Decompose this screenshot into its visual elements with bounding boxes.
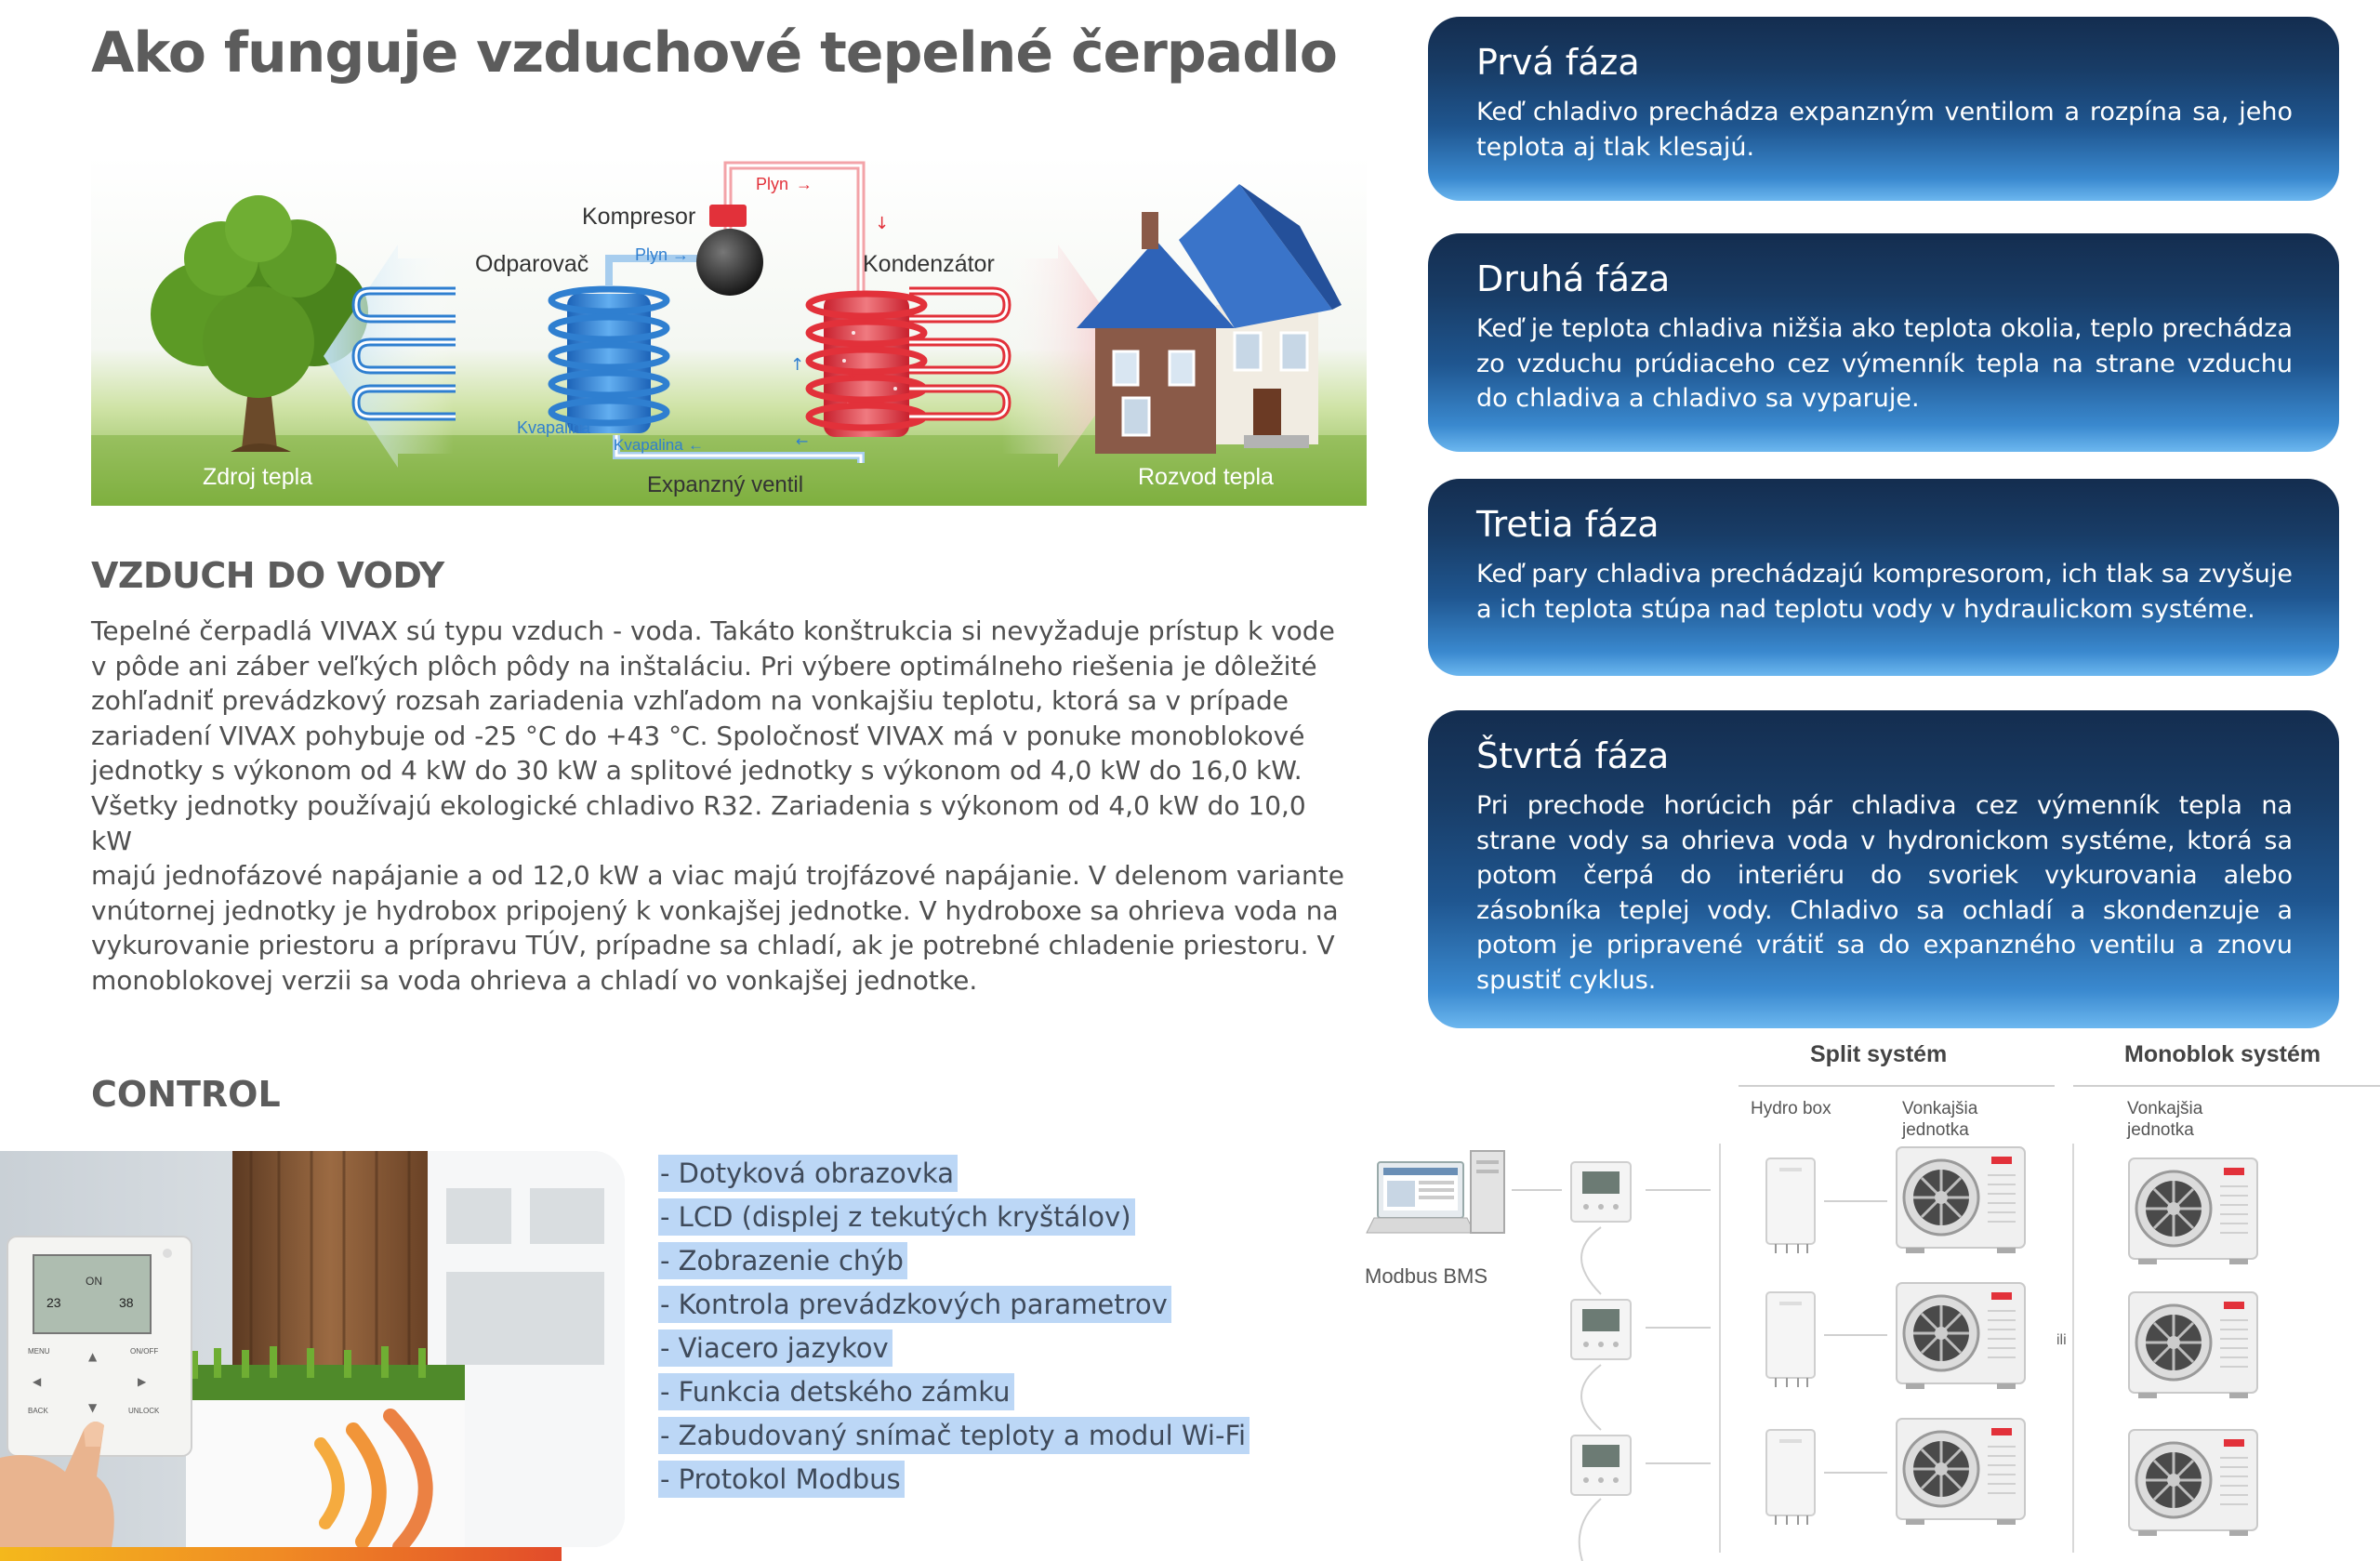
- kvapalina-1-label: Kvapalina: [517, 418, 591, 437]
- section-title: VZDUCH DO VODY: [91, 555, 444, 596]
- plyn-left-label: Plyn: [635, 245, 668, 264]
- body-line: zohľadniť prevádzkový rozsah zariadenia vzhľadom na vonkajšiu teplotu, ktorá sa v prípade: [91, 685, 1289, 717]
- control-title: CONTROL: [91, 1074, 281, 1115]
- section-body: [91, 614, 1348, 999]
- control-photo: [0, 1151, 625, 1547]
- feature-item: - Funkcia detského zámku: [658, 1373, 1250, 1417]
- svg-text:↓: ↓: [846, 365, 859, 383]
- feature-item: - Protokol Modbus: [658, 1461, 1250, 1504]
- body-line: zariadení VIVAX pohybuje od -25 °C do +43 °C. Spoločnosť VIVAX má v ponuke monoblokové: [91, 720, 1305, 751]
- svg-text:→: →: [796, 175, 813, 193]
- body-line: majú jednofázové napájanie a od 12,0 kW a viac majú trojfázové napájanie. V delenom variante: [91, 860, 1345, 892]
- panel-menu-label: MENU: [28, 1347, 50, 1356]
- modbus-bms-label: Modbus BMS: [1365, 1264, 1488, 1288]
- phase-card-2: [1428, 233, 2339, 452]
- svg-text:←: ←: [796, 432, 809, 450]
- svg-text:◀: ◀: [33, 1375, 42, 1388]
- svg-text:←: ←: [688, 436, 704, 454]
- phase-title: Štvrtá fáza: [1476, 735, 1670, 776]
- panel-onoff-label: ON/OFF: [130, 1347, 159, 1356]
- svg-text:▲: ▲: [88, 1350, 98, 1363]
- plyn-top-label: Plyn: [756, 175, 789, 193]
- heat-pump-diagram: [91, 156, 1367, 506]
- panel-temp-1: 23: [46, 1295, 61, 1310]
- feature-item: - Zabudovaný snímač teploty a modul Wi-Fi: [658, 1417, 1250, 1461]
- vonkajsia-label-2: Vonkajšia: [2127, 1099, 2203, 1118]
- body-line: jednotky s výkonom od 4 kW do 30 kW a splitové jednotky s výkonom od 4,0 kW do 16,0 kW.: [91, 755, 1302, 787]
- body-line: Tepelné čerpadlá VIVAX sú typu vzduch - voda. Takáto konštrukcia si nevyžaduje prístup k vode: [91, 615, 1335, 646]
- kompresor-label: Kompresor: [582, 204, 696, 230]
- ili-label: ili: [2056, 1332, 2067, 1348]
- panel-on-label: ON: [86, 1275, 102, 1288]
- phase-text: Keď je teplota chladiva nižšia ako teplota okolia, teplo prechádza zo vzduchu prúdiaceho cez výmenník tepla na strane vzduchu do chladiva a chladivo sa vyparuje.: [1476, 314, 2293, 413]
- expanzny-ventil-label: Expanzný ventil: [647, 472, 804, 497]
- phase-title: Tretia fáza: [1476, 504, 1659, 545]
- feature-item: - Dotyková obrazovka: [658, 1155, 1250, 1198]
- body-line: v pôde ani záber veľkých plôch pôdy na inštaláciu. Pri výbere optimálneho riešenia je dôležité: [91, 650, 1317, 681]
- body-line: Všetky jednotky používajú ekologické chladivo R32. Zariadenia s výkonom od 4,0 kW do 10,0 kW: [91, 789, 1306, 856]
- accent-bar: [0, 1547, 562, 1561]
- kvapalina-2-label: Kvapalina: [614, 436, 683, 454]
- odparovac-label: Odparovač: [475, 251, 589, 277]
- phase-text: Pri prechode horúcich pár chladiva cez výmenník tepla na strane vody sa ohrieva voda v hydronickom systéme, ktorá sa potom čerpá do interiéru do svoriek vykurovania alebo zásobníka teplej vody. Chladivo sa ochladí a skondenzuje a potom je pripravené vrátiť sa do expanzného ventilu a znovu spustiť cyklus.: [1476, 791, 2293, 995]
- feature-list: [658, 1155, 1250, 1504]
- svg-text:→: →: [672, 245, 689, 264]
- rozvod-tepla-label: Rozvod tepla: [1138, 464, 1274, 490]
- phase-card-1: [1428, 17, 2339, 201]
- system-diagram: [1339, 1023, 2380, 1561]
- feature-item: - LCD (displej z tekutých kryštálov): [658, 1198, 1250, 1242]
- body-line: monoblokovej verzii sa voda ohrieva a chladí vo vonkajšej jednotke.: [91, 964, 978, 996]
- panel-temp-2: 38: [119, 1295, 134, 1310]
- panel-back-label: BACK: [28, 1407, 48, 1415]
- svg-text:↓: ↓: [875, 214, 890, 233]
- zdroj-tepla-label: Zdroj tepla: [203, 464, 313, 490]
- monoblok-system-title: Monoblok systém: [2124, 1041, 2321, 1067]
- svg-text:▼: ▼: [88, 1401, 98, 1414]
- panel-unlock-label: UNLOCK: [128, 1407, 160, 1415]
- page-title: Ako funguje vzduchové tepelné čerpadlo: [91, 20, 1337, 86]
- kondenzator-label: Kondenzátor: [863, 251, 995, 277]
- split-system-title: Split systém: [1810, 1041, 1948, 1067]
- jednotka-label-1: jednotka: [1902, 1120, 1969, 1140]
- feature-item: - Viacero jazykov: [658, 1329, 1250, 1373]
- hydro-box-label: Hydro box: [1751, 1099, 1831, 1118]
- vonkajsia-label-1: Vonkajšia: [1902, 1099, 1978, 1118]
- phase-text: Keď chladivo prechádza expanzným ventilom a rozpína sa, jeho teplota aj tlak klesajú.: [1476, 98, 2293, 162]
- phase-card-3: [1428, 479, 2339, 676]
- svg-text:▶: ▶: [138, 1375, 147, 1388]
- phase-title: Druhá fáza: [1476, 258, 1671, 299]
- feature-item: - Zobrazenie chýb: [658, 1242, 1250, 1286]
- svg-text:↑: ↑: [790, 355, 805, 375]
- computer-icon: [1367, 1151, 1504, 1233]
- body-line: vykurovanie priestoru a prípravu TÚV, prípadne sa chladí, ak je potrebné chladenie priestoru. V: [91, 930, 1335, 961]
- phase-text: Keď pary chladiva prechádzajú kompresorom, ich tlak sa zvyšuje a ich teplota stúpa nad teplotu vody v hydraulickom systéme.: [1476, 560, 2293, 624]
- feature-item: - Kontrola prevádzkových parametrov: [658, 1286, 1250, 1329]
- jednotka-label-2: jednotka: [2127, 1120, 2194, 1140]
- phase-card-4: [1428, 710, 2339, 1028]
- phase-title: Prvá fáza: [1476, 42, 1640, 83]
- body-line: vnútornej jednotky je hydrobox pripojený k vonkajšej jednotke. V hydroboxe sa ohrieva voda na: [91, 894, 1339, 926]
